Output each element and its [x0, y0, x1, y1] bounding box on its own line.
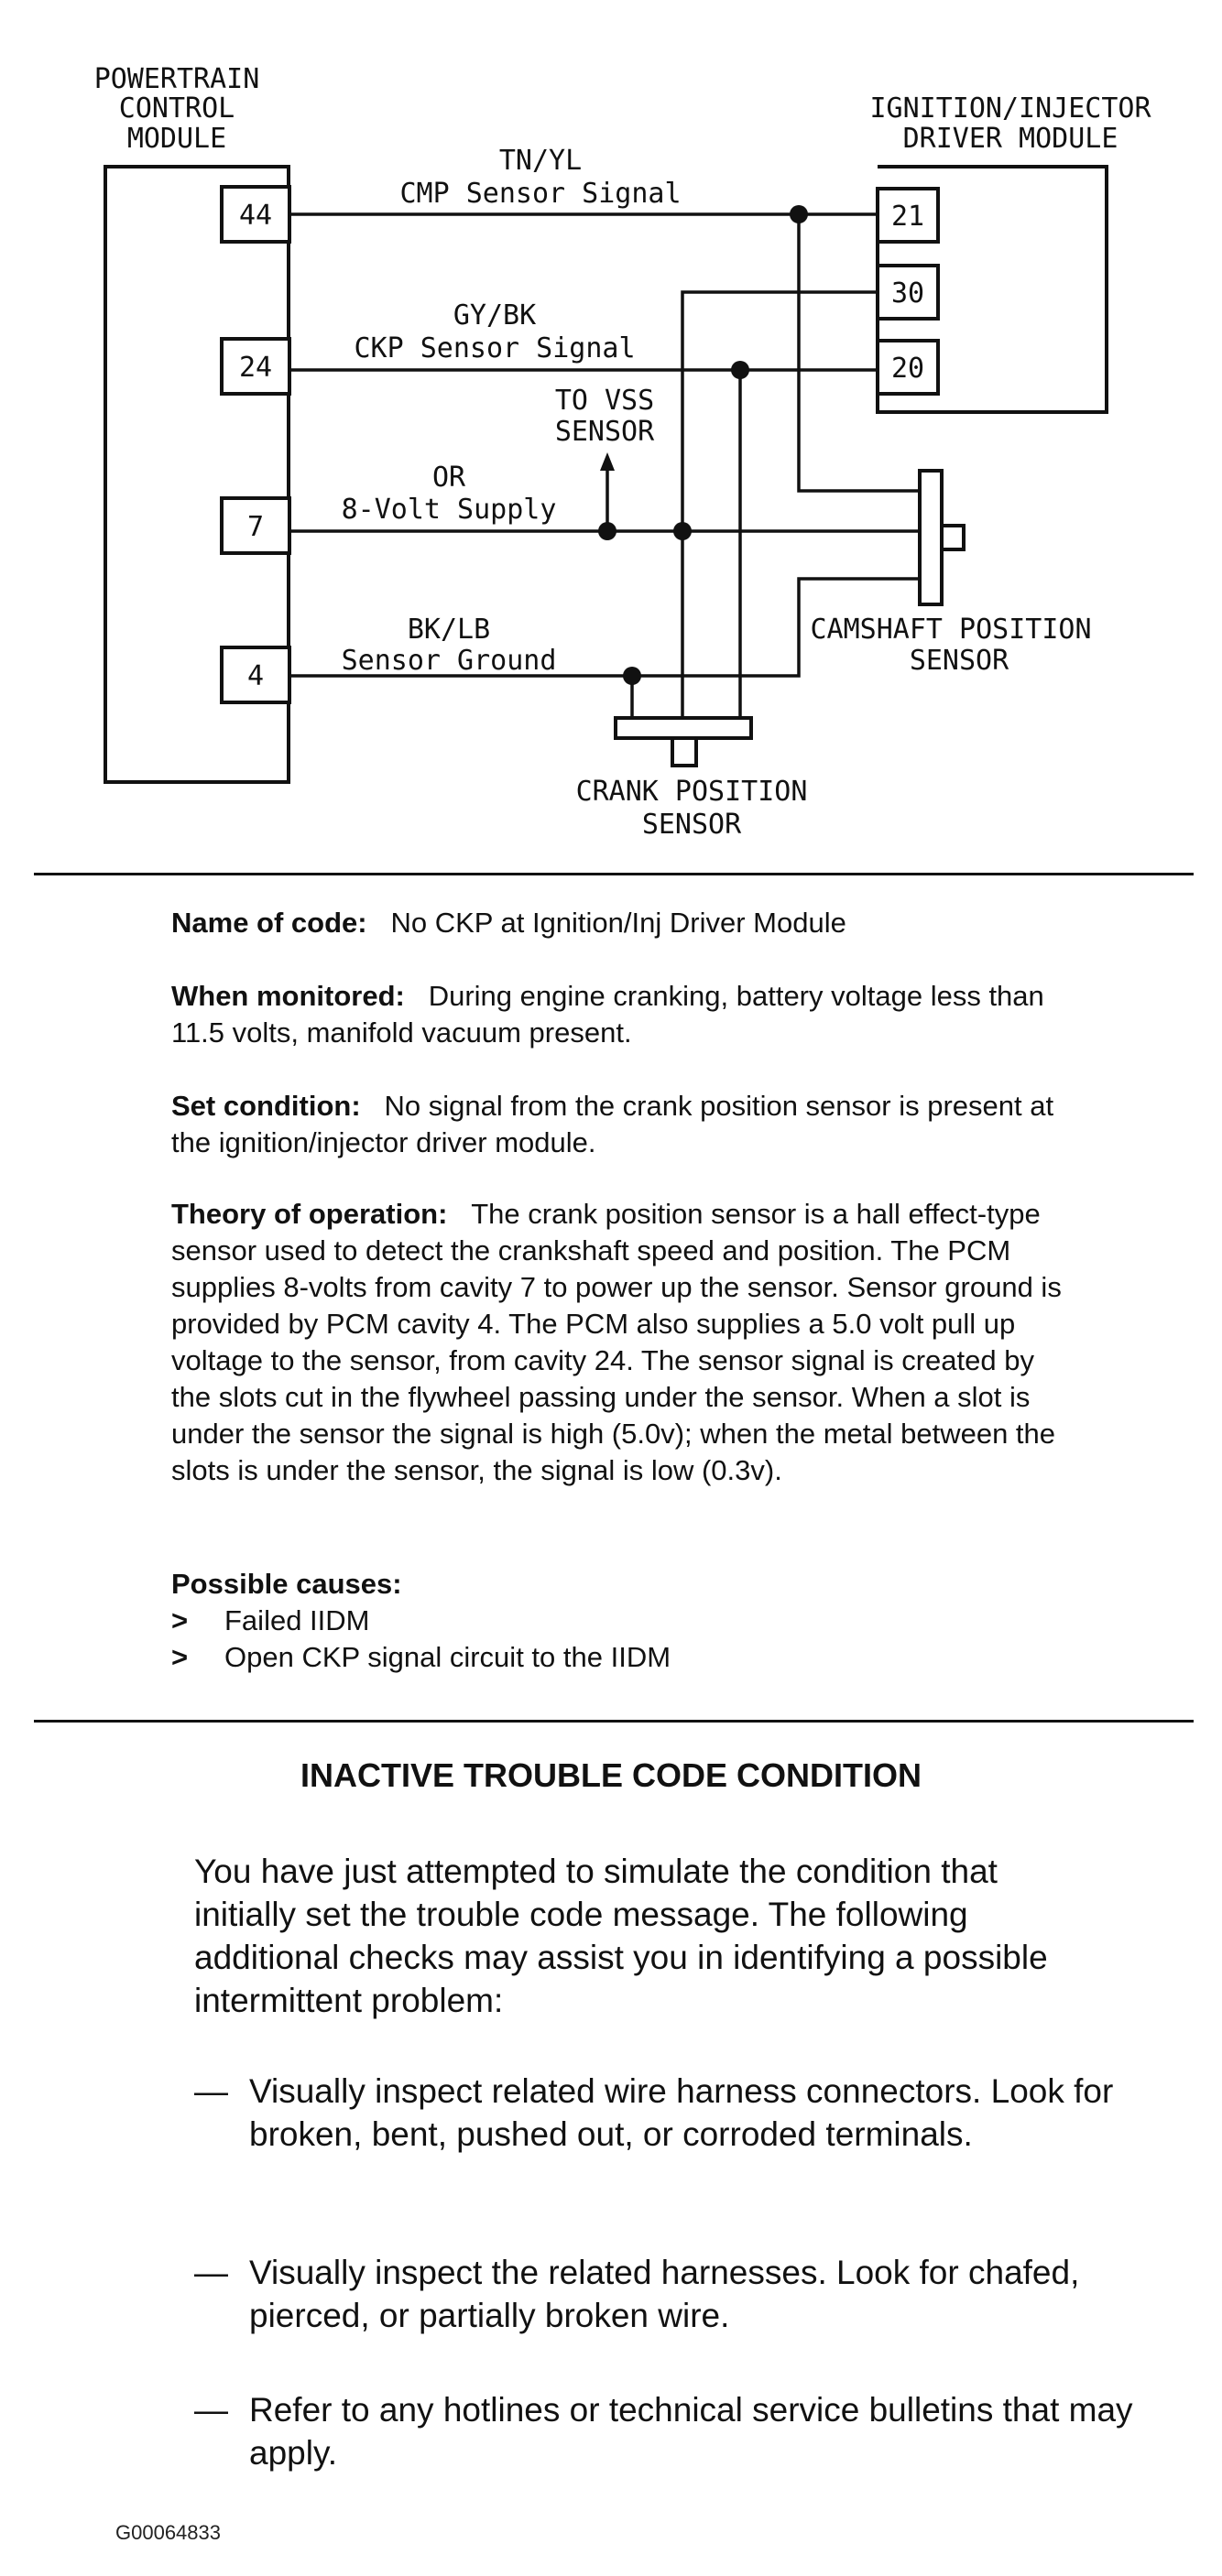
dash-mark: —	[194, 2072, 228, 2110]
check-text: Visually inspect related wire harness connectors. Look for broken, bent, pushed out, or corroded terminals.	[249, 2072, 1114, 2153]
iidm-label-line-1: IGNITION/INJECTOR	[869, 92, 1151, 125]
crank-sensor-tip	[672, 738, 696, 766]
supply-wire-color: OR	[431, 462, 466, 494]
camshaft-sensor-tip	[942, 526, 964, 549]
iidm-30-to-crank-sensor	[682, 292, 878, 718]
splice-supply-crank	[673, 522, 692, 540]
wiring-diagram	[0, 0, 1222, 852]
ground-wire-color: BK/LB	[407, 614, 491, 646]
pcm-pin-24-label: 24	[238, 352, 273, 384]
figure-id: G00064833	[115, 2521, 221, 2544]
code-name-value: No CKP at Ignition/Inj Driver Module	[390, 907, 846, 939]
set-condition-value: No signal from the crank position sensor is present at the ignition/injector driver module.	[171, 1090, 1054, 1158]
splice-ckp	[731, 361, 749, 379]
iidm-pin-21-label: 21	[890, 201, 925, 233]
supply-wire-name: 8-Volt Supply	[341, 494, 557, 526]
pcm-pin-7-label: 7	[246, 511, 265, 543]
when-monitored-value: During engine cranking, battery voltage less than 11.5 volts, manifold vacuum present.	[171, 980, 1044, 1049]
iidm-label-line-2: DRIVER MODULE	[902, 123, 1118, 155]
inactive-section-body	[194, 1850, 1133, 2472]
pcm-label-line-3: MODULE	[126, 123, 227, 155]
list-item	[171, 1639, 1069, 1676]
vss-label-line-1: TO VSS	[554, 385, 655, 417]
set-condition-block	[171, 1088, 1069, 1161]
camshaft-sensor-body	[920, 471, 942, 604]
possible-causes-list	[171, 1603, 1069, 1676]
ckp-wire-color: GY/BK	[453, 299, 537, 332]
pcm-label-line-2: CONTROL	[118, 92, 235, 125]
possible-causes-label: Possible causes:	[171, 1568, 402, 1600]
dash-mark: —	[194, 2254, 228, 2291]
cause-text: Failed IIDM	[224, 1604, 370, 1636]
bullet-mark: >	[171, 1641, 189, 1673]
crank-sensor-label-line-1: CRANK POSITION	[575, 776, 808, 808]
check-text: Visually inspect the related harnesses. Look for chafed, pierced, or partially broken wire.	[249, 2254, 1080, 2334]
list-item	[194, 2070, 1147, 2156]
vss-arrow-head	[600, 452, 615, 471]
theory-of-operation-block	[171, 1196, 1069, 1489]
camshaft-sensor-label-line-2: SENSOR	[909, 645, 1009, 677]
cmp-wire-color: TN/YL	[498, 145, 583, 177]
iidm-pin-30-label: 30	[890, 277, 925, 310]
code-name-label: Name of code:	[171, 907, 367, 939]
when-monitored-label: When monitored:	[171, 980, 405, 1012]
crank-sensor-label-line-2: SENSOR	[641, 809, 742, 841]
set-condition-label: Set condition:	[171, 1090, 361, 1122]
list-item	[194, 2388, 1147, 2474]
crank-sensor-body	[616, 718, 751, 738]
pcm-pin-4-label: 4	[246, 660, 265, 692]
when-monitored-block	[171, 978, 1069, 1051]
dash-mark: —	[194, 2391, 228, 2429]
vss-label-line-2: SENSOR	[554, 416, 655, 448]
inactive-section-title: INACTIVE TROUBLE CODE CONDITION	[300, 1756, 922, 1794]
inactive-intro: You have just attempted to simulate the condition that initially set the trouble code message. The following additional checks may assist you in identifying a possible intermittent problem:	[194, 1853, 1048, 2019]
cause-text: Open CKP signal circuit to the IIDM	[224, 1641, 671, 1673]
divider-bottom	[34, 1720, 1194, 1723]
splice-supply-vss	[598, 522, 616, 540]
ground-wire-name: Sensor Ground	[341, 645, 557, 677]
camshaft-sensor-label-line-1: CAMSHAFT POSITION	[810, 614, 1092, 646]
bullet-mark: >	[171, 1604, 189, 1636]
divider-top	[34, 873, 1194, 875]
possible-causes-block	[171, 1566, 1069, 1676]
pcm-label-line-1: POWERTRAIN	[93, 63, 260, 95]
list-item	[194, 2251, 1147, 2337]
cmp-wire-name: CMP Sensor Signal	[399, 178, 682, 210]
splice-cmp	[790, 205, 808, 223]
pcm-pin-44-label: 44	[238, 200, 273, 232]
theory-label: Theory of operation:	[171, 1198, 448, 1230]
list-item	[171, 1603, 1069, 1639]
theory-value: The crank position sensor is a hall effect-type sensor used to detect the crankshaft speed and position. The PCM supplies 8-volts from cavity 7 to power up the sensor. Sensor ground is provided by PCM cavity 4. The PCM also supplies a 5.0 volt pull up voltage to the sensor, from cavity 24. The sensor signal is created by the slots cut in the flywheel passing under the sensor. When a slot is under the sensor the signal is high (5.0v); when the metal between the slots is under the sensor, the signal is low (0.3v).	[171, 1198, 1062, 1486]
check-text: Refer to any hotlines or technical service bulletins that may apply.	[249, 2391, 1133, 2472]
code-name-block	[171, 905, 1069, 941]
splice-ground	[623, 667, 641, 685]
iidm-pin-20-label: 20	[890, 353, 925, 385]
ckp-wire-name: CKP Sensor Signal	[354, 332, 636, 364]
